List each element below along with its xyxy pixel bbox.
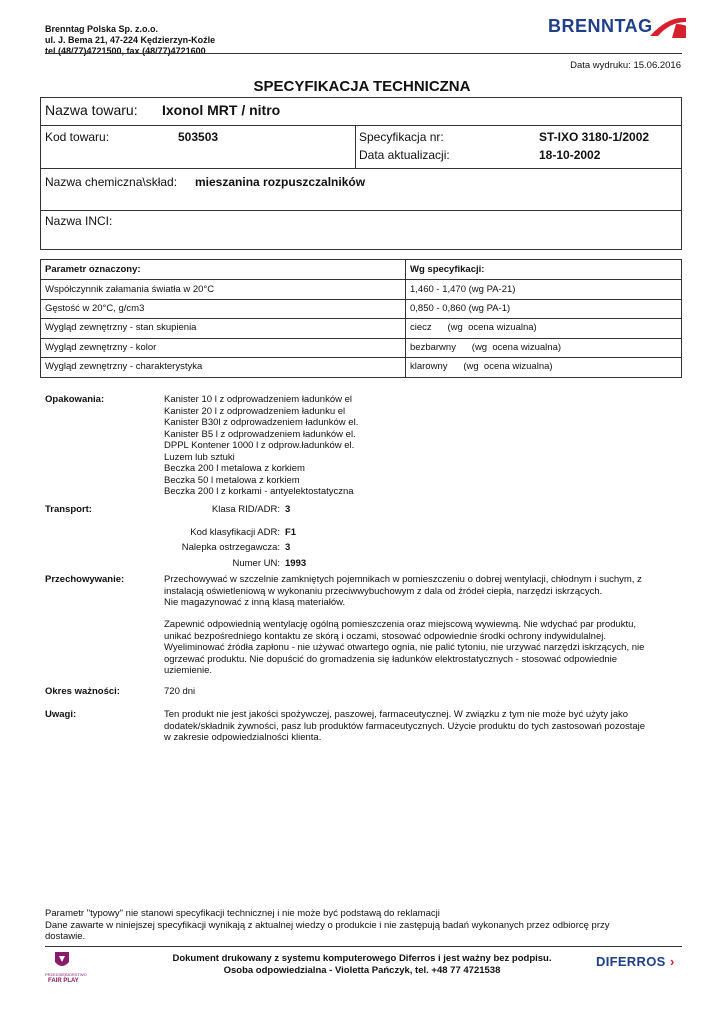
un-number-label: Numer UN: xyxy=(232,558,280,569)
chemical-name-label: Nazwa chemiczna\skład: xyxy=(45,175,178,189)
notes-label: Uwagi: xyxy=(45,709,77,720)
transport-label: Transport: xyxy=(45,504,92,515)
params-row-divider xyxy=(40,357,682,358)
params-row-divider xyxy=(40,318,682,319)
validity-label: Okres ważności: xyxy=(45,686,120,697)
adr-code-value: F1 xyxy=(285,527,297,538)
fair-play-text: FAIR PLAY xyxy=(48,978,79,984)
param-spec: klarowny (wg ocena wizualna) xyxy=(410,361,553,372)
diferros-logo-text: DIFERROS xyxy=(596,954,666,969)
un-number-value: 1993 xyxy=(285,558,307,569)
params-row-divider xyxy=(40,279,682,280)
param-name: Wygląd zewnętrzny - stan skupienia xyxy=(45,322,197,333)
brenntag-logo xyxy=(548,14,688,40)
footer-divider xyxy=(45,946,682,947)
product-divider xyxy=(40,168,682,169)
header-divider xyxy=(45,53,682,54)
inci-name-label: Nazwa INCI: xyxy=(45,214,113,228)
product-code-label: Kod towaru: xyxy=(45,130,110,144)
param-name: Współczynnik załamania światła w 20°C xyxy=(45,284,215,295)
param-name: Wygląd zewnętrzny - charakterystyka xyxy=(45,361,203,372)
params-col-divider xyxy=(405,259,406,378)
product-name-label: Nazwa towaru: xyxy=(45,102,138,118)
spec-number-value: ST-IXO 3180-1/2002 xyxy=(539,130,650,144)
chemical-name-value: mieszanina rozpuszczalników xyxy=(195,175,366,189)
diferros-arrow-icon: › xyxy=(670,954,675,969)
storage-text-1: Przechowywać w szczelnie zamkniętych pojemnikach w pomieszczeniu o dobrej wentylacji, chłodnym i suchym, z instalacją oświetleniową w wykonaniu przeciwwybuchowym z dala od źródeł ciepła, narzędzi iskrzących. Nie magazynować z inną klasą materiałów. xyxy=(164,574,642,608)
footer-disclaimer: Parametr "typowy" nie stanowi specyfikacji technicznej i nie może być podstawą do reklamacji Dane zawarte w niniejszej specyfikacji wynikają z aktualnej wiedzy o produkcie i nie zastępują badań wykonanych przez odbiorcę przy dostawie. xyxy=(45,908,610,942)
params-row-divider xyxy=(40,338,682,339)
footer-line-2: Osoba odpowiedzialna - Violetta Pańczyk, tel. +48 77 4721538 xyxy=(223,965,501,976)
notes-text: Ten produkt nie jest jakości spożywczej, paszowej, farmaceutycznej. W związku z tym nie może być użyty jako dodatek/składnik żywności, pasz lub produktów farmaceutycznych. Użycie produktu do tych zastosowań pozostaje w zakresie odpowiedzialności klienta. xyxy=(164,709,646,743)
adr-class-label: Klasa RID/ADR: xyxy=(211,504,280,515)
storage-text-2: Zapewnić odpowiednią wentylację ogólną pomieszczenia oraz miejscową wywiewną. Nie wdychać par produktu, unikać bezpośredniego kontaktu ze skórą i oczami, stosować odpowiednie środki ochrony indywidulalnej. Wyeliminować źródła zapłonu - nie używać otwartego ognia, nie palić tytoniu, nie urzywać narzędzi iskrzących, nie ogrzewać produktu. Nie dopuścić do gromadzenia się ładunków elektrostatycznych - stosować odpowiednie uziemienie. xyxy=(164,619,645,676)
param-name: Wygląd zewnętrzny - kolor xyxy=(45,342,157,353)
adr-class-value: 3 xyxy=(285,504,291,515)
brenntag-logo-text: BRENNTAG xyxy=(548,16,653,36)
sticker-value: 3 xyxy=(285,542,291,553)
diferros-logo xyxy=(596,953,674,971)
packaging-list: Kanister 10 l z odprowadzeniem ładunków el Kanister 20 l z odprowadzeniem ładunku el Kanister B30l z odprowadzeniem ładunków el. Kanister B5 l z odprowadzeniem ładunków el. DPPL Kontener 1000 l z odprow.ładunków el. Luzem lub sztuki Beczka 200 l metalowa z korkiem Beczka 50 l metalowa z korkiem Beczka 200 l z korkami - antyelektostatyczna xyxy=(164,394,359,497)
param-name: Gęstość w 20°C, g/cm3 xyxy=(45,303,145,314)
param-spec: bezbarwny (wg ocena wizualna) xyxy=(410,342,562,353)
param-spec: 1,460 - 1,470 (wg PA-21) xyxy=(410,284,516,295)
update-date-value: 18-10-2002 xyxy=(539,148,601,162)
brenntag-swoosh-icon xyxy=(648,14,688,40)
sticker-label: Nalepka ostrzegawcza: xyxy=(181,542,280,553)
print-date: Data wydruku: 15.06.2016 xyxy=(570,60,681,71)
footer-line-1: Dokument drukowany z systemu komputerowego Diferros i jest ważny bez podpisu. xyxy=(172,953,552,964)
params-header-param: Parametr oznaczony: xyxy=(45,264,141,275)
packaging-label: Opakowania: xyxy=(45,394,105,405)
fair-play-small-text: PRZEDSIĘBIORSTWO xyxy=(45,972,87,977)
product-name-value: Ixonol MRT / nitro xyxy=(162,102,281,118)
spec-number-label: Specyfikacja nr: xyxy=(359,130,444,144)
page-title: SPECYFIKACJA TECHNICZNA xyxy=(253,78,471,95)
product-divider xyxy=(40,125,682,126)
param-spec: 0,850 - 0,860 (wg PA-1) xyxy=(410,303,511,314)
storage-label: Przechowywanie: xyxy=(45,574,125,585)
product-divider xyxy=(40,210,682,211)
validity-value: 720 dni xyxy=(164,686,196,697)
param-spec: ciecz (wg ocena wizualna) xyxy=(410,322,537,333)
company-contact: tel (48/77)4721500, fax (48/77)4721600 xyxy=(45,46,206,56)
product-divider-v xyxy=(355,125,356,168)
params-header-spec: Wg specyfikacji: xyxy=(410,264,485,275)
company-address: ul. J. Bema 21, 47-224 Kędzierzyn-Koźle xyxy=(45,35,216,45)
update-date-label: Data aktualizacji: xyxy=(359,148,450,162)
product-code-value: 503503 xyxy=(178,130,219,144)
product-box xyxy=(40,97,682,250)
company-name: Brenntag Polska Sp. z.o.o. xyxy=(45,24,159,34)
params-row-divider xyxy=(40,299,682,300)
adr-code-label: Kod klasyfikacji ADR: xyxy=(190,527,280,538)
